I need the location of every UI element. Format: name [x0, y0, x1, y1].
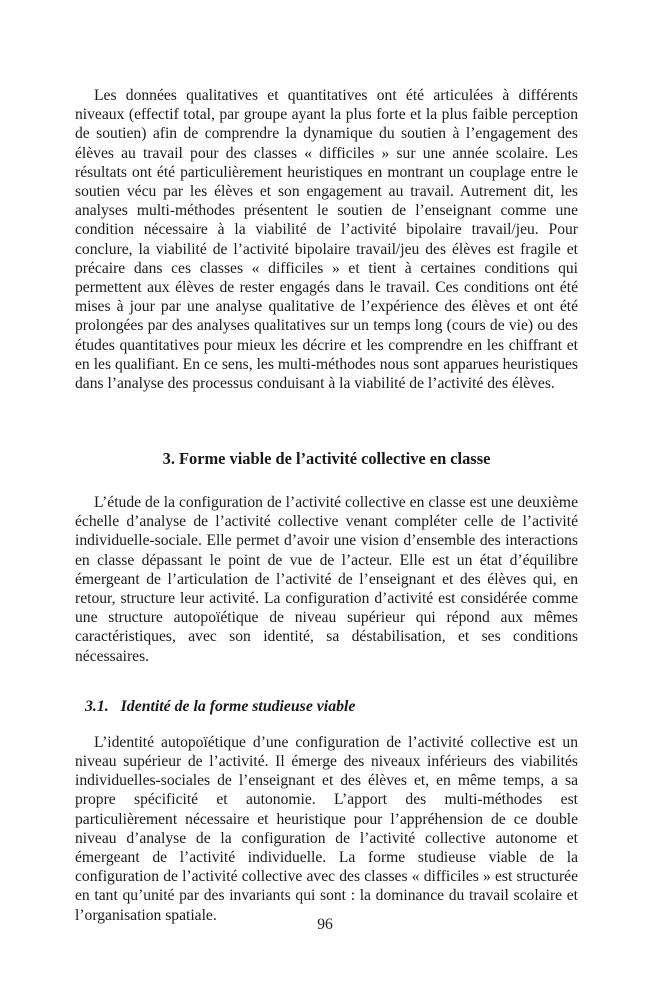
subsection-number: 3.1.	[85, 697, 109, 715]
subsection-heading	[75, 697, 578, 719]
body-paragraph-1: Les données qualitatives et quantitatives ont été articulées à différents niveaux (effectif total, par groupe ayant la plus forte et la plus faible perception de soutien) afin de comprendre la dynamique du soutien à l’engagement des élèves au travail pour des classes « difficiles » sur une année scolaire. Les résultats ont été particulièrement heuristiques en montrant un couplage entre le soutien vécu par les élèves et son engagement au travail. Autrement dit, les analyses multi-méthodes présentent le soutien de l’enseignant comme une condition nécessaire à la viabilité de l’activité bipolaire travail/jeu. Pour conclure, la viabilité de l’activité bipolaire travail/jeu des élèves est fragile et précaire dans ces classes « difficiles » et tient à certaines conditions qui permettent aux élèves de rester engagés dans le travail. Ces conditions ont été mises à jour par une analyse qualitative de l’expérience des élèves et ont été prolongées par des analyses qualitatives sur un temps long (cours de vie) ou des études quantitatives pour mieux les décrire et les comprendre en les chiffrant et en les qualifiant. En ce sens, les multi-méthodes nous sont apparues heuristiques dans l’analyse des processus conduisant à la viabilité de l’activité des élèves.	[75, 87, 578, 393]
subsection-title: Identité de la forme studieuse viable	[120, 697, 356, 715]
page-number: 96	[317, 916, 333, 933]
body-paragraph-3: L’identité autopoïétique d’une configuration de l’activité collective est un niveau supérieur de l’activité. Il émerge des niveaux inférieurs des viabilités individuelles-sociales de l’enseignant et des élèves et, en même temps, a sa propre spécificité et autonomie. L’apport des multi-méthodes est particulièrement nécessaire et heuristique pour l’appréhension de ce double niveau d’analyse de la configuration de l’activité collective autonome et émergeant de l’activité individuelle. La forme studieuse viable de la configuration de l’activité collective avec des classes « difficiles » est structurée en tant qu’unité par des invariants qui sont : la dominance du travail scolaire et l’organisation spatiale.	[75, 733, 578, 924]
section-heading: 3. Forme viable de l’activité collective en classe	[162, 449, 491, 468]
body-paragraph-2: L’étude de la configuration de l’activité collective en classe est une deuxième échelle d’analyse de l’activité collective venant compléter celle de l’activité individuelle-sociale. Elle permet d’avoir une vision d’ensemble des interactions en classe dépassant le point de vue de l’acteur. Elle est un état d’équilibre émergeant de l’articulation de l’activité de l’enseignant et des élèves qui, en retour, structure leur activité. La configuration d’activité est considérée comme une structure autopoïétique de niveau supérieur qui répond aux mêmes caractéristiques, avec son identité, sa déstabilisation, et ses conditions nécessaires.	[75, 494, 578, 665]
document-page	[75, 86, 578, 925]
